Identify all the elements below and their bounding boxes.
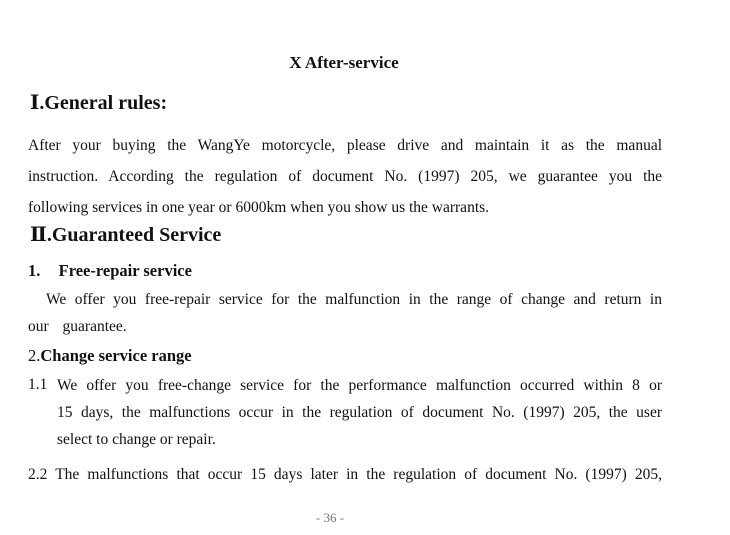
item-2-title: Change service range bbox=[40, 346, 192, 365]
general-rules-line-3: following services in one year or 6000km when you show us the warrants. bbox=[28, 199, 490, 216]
sub-1-1-number: 1.1 bbox=[28, 376, 48, 393]
general-rules-line-1: After your buying the WangYe motorcycle, please drive and maintain it as the manual bbox=[28, 137, 662, 154]
sub-2-2-line: 2.2 The malfunctions that occur 15 days later in the regulation of document No. (1997) 205, bbox=[28, 466, 662, 483]
free-repair-line-1: We offer you free-repair service for the malfunction in the range of change and return in bbox=[46, 291, 662, 308]
free-repair-line-2: our guarantee. bbox=[28, 318, 127, 335]
change-service-line-2: 15 days, the malfunctions occur in the regulation of document No. (1997) 205, the user bbox=[57, 404, 662, 421]
chapter-title: X After-service bbox=[289, 53, 399, 72]
item-1-title: Free-repair service bbox=[58, 261, 192, 280]
change-service-line-3: select to change or repair. bbox=[57, 431, 216, 448]
section-heading-guaranteed-service: Ⅱ.Guaranteed Service bbox=[30, 224, 222, 246]
item-2-number: 2. bbox=[28, 346, 41, 365]
general-rules-line-2: instruction. According the regulation of document No. (1997) 205, we guarantee you the bbox=[28, 168, 662, 185]
change-service-line-1: We offer you free-change service for the performance malfunction occurred within 8 or bbox=[57, 377, 662, 394]
item-1-heading bbox=[28, 261, 192, 281]
page-number: - 36 - bbox=[315, 510, 345, 525]
item-2-heading bbox=[28, 346, 192, 366]
section-heading-general-rules: Ⅰ.General rules: bbox=[30, 92, 168, 114]
item-1-number: 1. bbox=[28, 261, 41, 280]
